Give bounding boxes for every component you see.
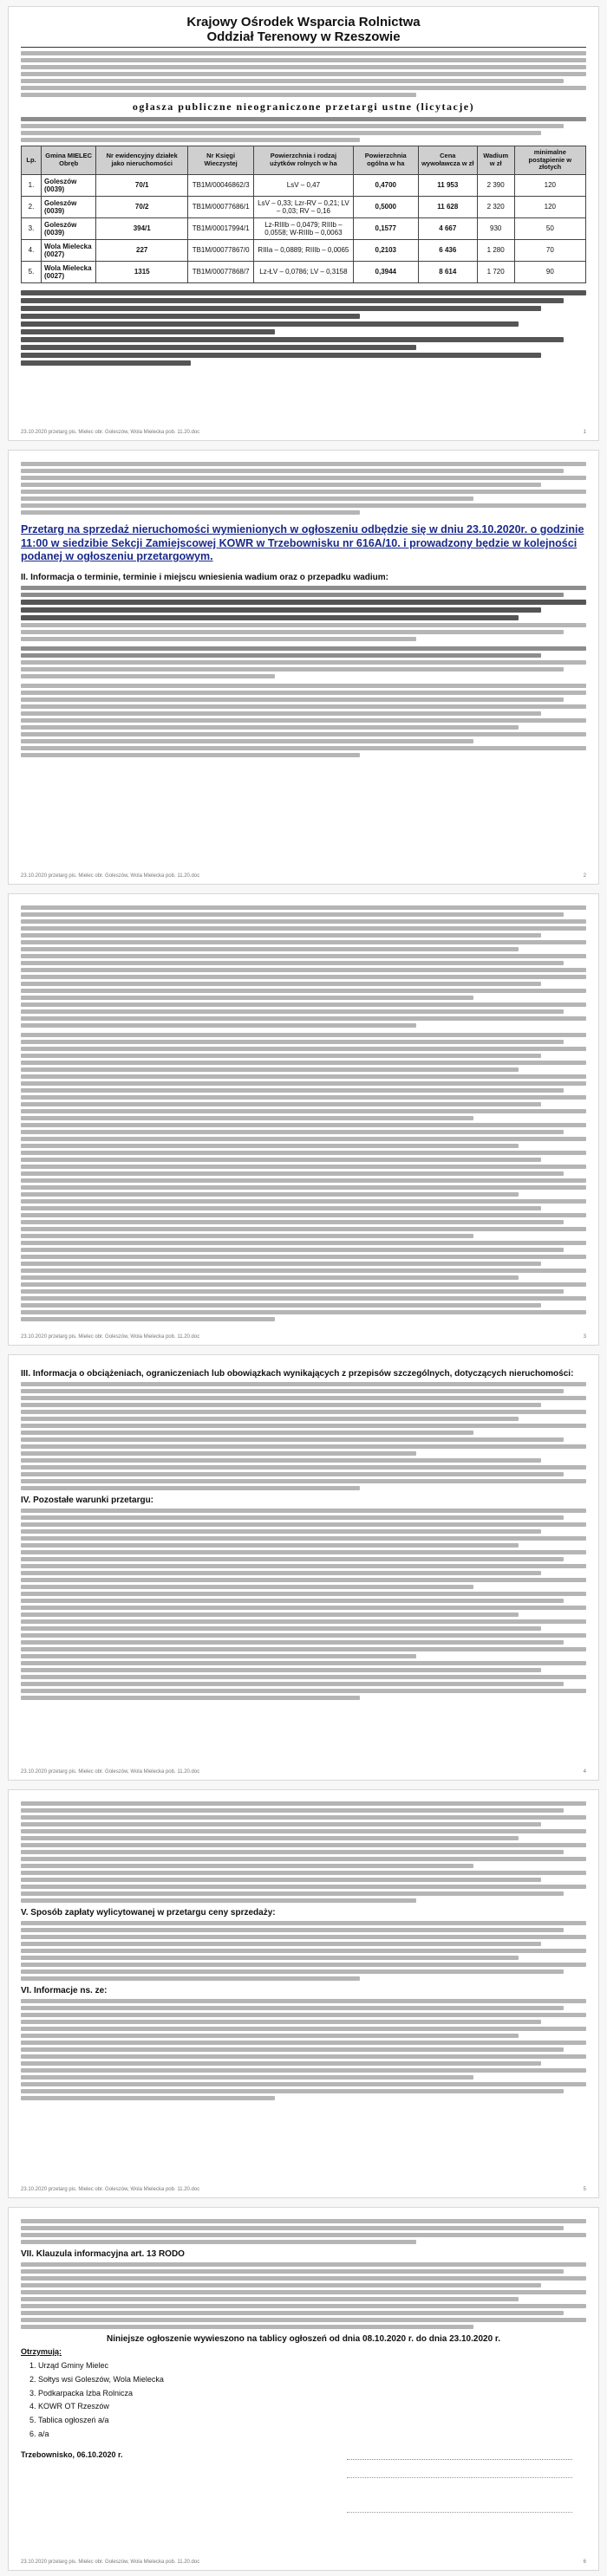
page-footer: 23.10.2020 przetarg pis. Mielec obr. Goleszów, Wola Mielecka pob. 11.20.doc 2 [21, 873, 586, 879]
list-item: 2. Sołtys wsi Goleszów, Wola Mielecka [38, 2373, 586, 2387]
intro-text [21, 51, 586, 97]
table-row: 5. Wola Mielecka (0027) 1315 TB1M/00077868/7 Lz-ŁV – 0,0786; LV – 0,3158 0,3944 8 614 1 720 90 [22, 261, 586, 282]
section-heading: II. Informacja o terminie, terminie i miejscu wniesienia wadium oraz o przepadku wadium: [21, 572, 388, 582]
paragraph [21, 1509, 586, 1700]
org-name: Krajowy Ośrodek Wsparcia Rolnictwa [186, 15, 421, 29]
page-footer: 23.10.2020 przetarg pis. Mielec obr. Goleszów, Wola Mielecka pob. 11.20.doc 1 [21, 430, 586, 435]
recipients-list [21, 2347, 586, 2442]
recipients-head: Otrzymują: [21, 2347, 62, 2356]
page-footer: 23.10.2020 przetarg pis. Mielec obr. Goleszów, Wola Mielecka pob. 11.20.doc 3 [21, 1334, 586, 1340]
table-row: 3. Goleszów (0039) 394/1 TB1M/00017994/1 Lz-RIIIb – 0,0479; RIIIb – 0,0558; W-RIIIb – 0,0063 0,1577 4 667 930 50 [22, 217, 586, 239]
paragraph [21, 462, 586, 515]
paragraph [21, 1999, 586, 2100]
page-2 [9, 451, 598, 884]
col-post: minimalne postąpienie w złotych [514, 146, 585, 175]
paragraph [21, 905, 586, 1028]
section-heading: III. Informacja o obciążeniach, ograniczeniach lub obowiązkach wynikających z przepisów szczególnych, dotyczących nieruchomości: [21, 1369, 574, 1379]
page-3 [9, 894, 598, 1345]
posting-period: Niniejsze ogłoszenie wywieszono na tablicy ogłoszeń od dnia 08.10.2020 r. do dnia 23.10.2020 r. [106, 2334, 501, 2344]
list-item: 5. Tablica ogłoszeń a/a [38, 2414, 586, 2428]
paragraph [21, 1801, 586, 1903]
col-obreb: Gmina MIELEC Obręb [42, 146, 96, 175]
page-4 [9, 1355, 598, 1780]
page-footer: 23.10.2020 przetarg pis. Mielec obr. Goleszów, Wola Mielecka pob. 11.20.doc 6 [21, 2560, 586, 2565]
paragraph [21, 586, 586, 641]
section-heading: IV. Pozostałe warunki przetargu: [21, 1496, 154, 1505]
list-item: 4. KOWR OT Rzeszów [38, 2400, 586, 2414]
page-5 [9, 1790, 598, 2197]
paragraph [21, 1921, 586, 1981]
col-nr: Nr ewidencyjny działek jako nieruchomości [96, 146, 188, 175]
notice-title: ogłasza publiczne nieograniczone przetargi ustne (licytacje) [132, 101, 475, 113]
col-wadium: Wadium w zł [477, 146, 514, 175]
table-header-row [22, 146, 586, 175]
col-cena: Cena wywoławcza w zł [418, 146, 477, 175]
paragraph [21, 1033, 586, 1321]
auction-date-heading: Przetarg na sprzedaż nieruchomości wymienionych w ogłoszeniu odbędzie się w dniu 23.10.2020r. o godzinie 11:00 w siedzibie Sekcji Zamiejscowej KOWR w Trzebownisku nr 616A/10. i prowadzony będzie w kolejności podanej w ogłoszeniu przetargowym. [21, 523, 584, 563]
col-kw: Nr Księgi Wieczystej [188, 146, 254, 175]
page-1 [9, 7, 598, 440]
table-row: 1. Goleszów (0039) 70/1 TB1M/00046862/3 LsV – 0,47 0,4700 11 953 2 390 120 [22, 174, 586, 196]
col-pow: Powierzchnia ogólna w ha [353, 146, 418, 175]
signature-area [347, 2459, 572, 2538]
notice-intro [21, 117, 586, 142]
col-lp: Lp. [22, 146, 42, 175]
page-footer: 23.10.2020 przetarg pis. Mielec obr. Goleszów, Wola Mielecka pob. 11.20.doc 5 [21, 2187, 586, 2192]
list-item: 6. a/a [38, 2428, 586, 2442]
document-header [21, 16, 586, 48]
paragraph [21, 684, 586, 757]
section-heading: V. Sposób zapłaty wylicytowanej w przetargu ceny sprzedaży: [21, 1908, 276, 1917]
property-table [21, 146, 586, 283]
col-uzytki: Powierzchnia i rodzaj użytków rolnych w ha [254, 146, 353, 175]
table-notes [21, 290, 586, 366]
section-heading: VII. Klauzula informacyjna art. 13 RODO [21, 2249, 185, 2259]
table-row: 2. Goleszów (0039) 70/2 TB1M/00077686/1 LsV – 0,33; Lzr-RV – 0,21; LV – 0,03; RV – 0,16 0,5000 11 628 2 320 120 [22, 196, 586, 217]
list-item: 1. Urząd Gminy Mielec [38, 2359, 586, 2373]
table-row: 4. Wola Mielecka (0027) 227 TB1M/00077867/0 RIIIa – 0,0889; RIIIb – 0,0065 0,2103 6 436 1 280 70 [22, 239, 586, 261]
place-date: Trzebownisko, 06.10.2020 r. [21, 2449, 123, 2459]
list-item: 3. Podkarpacka Izba Rolnicza [38, 2387, 586, 2401]
section-heading: VI. Informacje ns. ze: [21, 1986, 108, 1995]
branch-name: Oddział Terenowy w Rzeszowie [206, 29, 401, 44]
paragraph [21, 2219, 586, 2244]
paragraph [21, 1382, 586, 1490]
paragraph [21, 646, 586, 678]
page-footer: 23.10.2020 przetarg pis. Mielec obr. Goleszów, Wola Mielecka pob. 11.20.doc 4 [21, 1769, 586, 1775]
paragraph [21, 2262, 586, 2329]
page-6 [9, 2208, 598, 2570]
